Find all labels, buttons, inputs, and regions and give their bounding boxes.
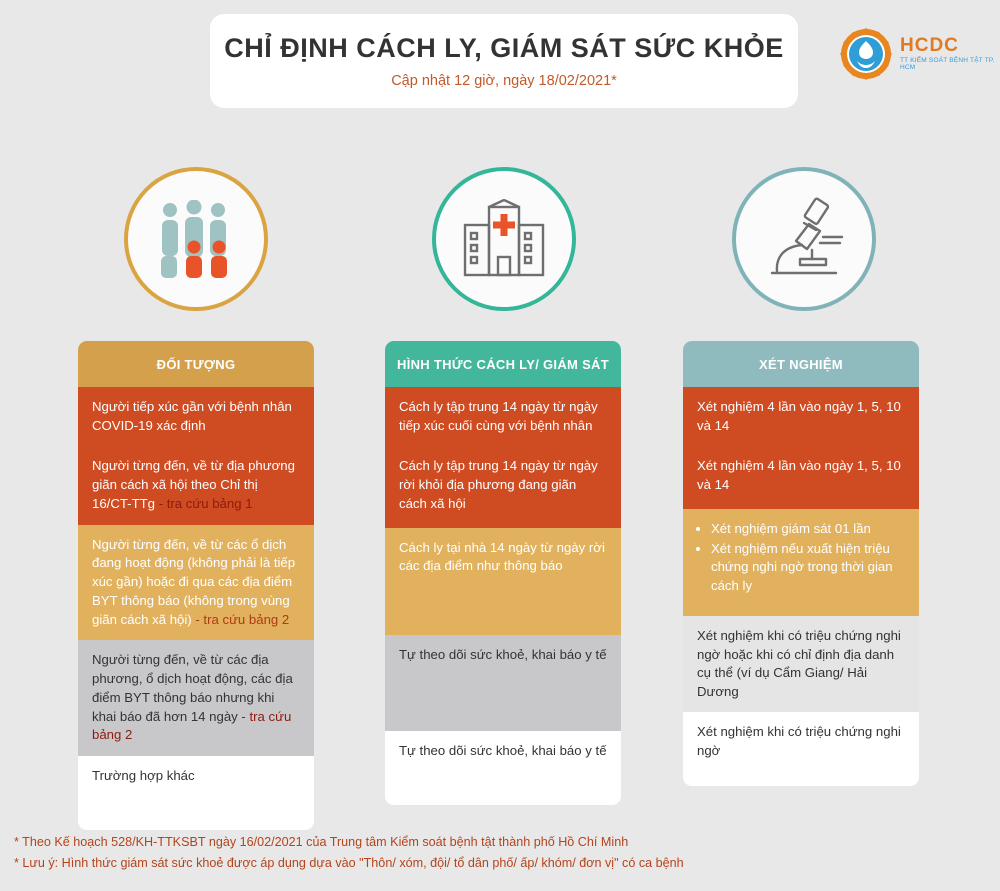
cell-highlight: - tra cứu bảng 1	[155, 495, 253, 511]
cell-text: Trường hợp khác	[92, 768, 195, 784]
logo-text	[900, 36, 1000, 72]
people-group-circle	[124, 167, 268, 311]
table-row	[683, 387, 919, 446]
people-group-icon	[154, 200, 238, 278]
cell-text: Xét nghiệm khi có triệu chứng nghi ngờ	[697, 723, 901, 758]
table-row	[683, 446, 919, 508]
cell-text: Xét nghiệm 4 lần vào ngày 1, 5, 10 và 14	[697, 399, 901, 433]
microscope-icon	[760, 197, 848, 281]
table-row	[385, 731, 621, 805]
table-row	[385, 528, 621, 635]
cell-text: Xét nghiệm khi có triệu chứng nghi ngờ hoặc khi có chỉ định địa danh cụ thể (ví dụ Cẩm Giang/ Hải Dương	[697, 627, 901, 700]
cell-bullet-list	[697, 520, 905, 596]
table-row	[78, 525, 314, 641]
cell-text: Cách ly tập trung 14 ngày từ ngày rời khỏi địa phương đang giãn cách xã hội	[399, 458, 598, 511]
page-subtitle: Cập nhật 12 giờ, ngày 18/02/2021*	[391, 73, 617, 89]
footnotes	[14, 832, 974, 874]
column-hinh-thuc	[385, 341, 621, 805]
page-title: CHỈ ĐỊNH CÁCH LY, GIÁM SÁT SỨC KHỎE	[224, 33, 784, 63]
hospital-circle	[432, 167, 576, 311]
header-card	[210, 14, 798, 108]
logo-name: HCDC	[900, 35, 959, 57]
cell-text: Xét nghiệm 4 lần vào ngày 1, 5, 10 và 14	[697, 458, 901, 493]
cell-text: Cách ly tập trung 14 ngày từ ngày tiếp xúc cuối cùng với bệnh nhân	[399, 399, 598, 433]
table-row	[78, 756, 314, 830]
cell-highlight: - tra cứu bảng 2	[92, 708, 292, 743]
column-doi-tuong	[78, 341, 314, 830]
table-row	[78, 387, 314, 446]
list-item: • Xét nghiệm giám sát 01 lần	[711, 520, 905, 539]
cell-text: Tự theo dõi sức khoẻ, khai báo y tế	[399, 646, 607, 662]
footnote: * Theo Kế hoạch 528/KH-TTKSBT ngày 16/02/2021 của Trung tâm Kiểm soát bệnh tật thành phố Hồ Chí Minh	[14, 835, 629, 849]
cell-text: Tự theo dõi sức khoẻ, khai báo y tế	[399, 742, 607, 758]
cell-text: Cách ly tại nhà 14 ngày từ ngày rời các địa điểm như thông báo	[399, 539, 605, 574]
cell-text: Người từng đến, về từ các địa phương, ổ dịch hoạt động, các địa điểm BYT thông báo nhưng khi khai báo đã hơn 14 ngày	[92, 652, 293, 724]
table-row	[385, 446, 621, 527]
cell-highlight: - tra cứu bảng 2	[191, 611, 290, 627]
table-row	[683, 616, 919, 712]
hcdc-logo	[840, 28, 1000, 80]
column-header: XÉT NGHIỆM	[683, 341, 919, 387]
logo-tagline: TT KIỂM SOÁT BỆNH TẬT TP. HCM	[900, 57, 995, 71]
table-row	[683, 712, 919, 786]
hcdc-logo-icon	[840, 28, 892, 80]
table-row	[385, 387, 621, 446]
column-header: HÌNH THỨC CÁCH LY/ GIÁM SÁT	[385, 341, 621, 387]
cell-text: Người từng đến, về từ các ổ dịch đang hoạt động (không phải là tiếp xúc gần) hoặc đi qua các địa điểm BYT thông báo (không trong vùng giãn cách xã hội)	[92, 536, 296, 627]
hospital-icon	[460, 199, 548, 279]
footnote: * Lưu ý: Hình thức giám sát sức khoẻ được áp dụng dựa vào "Thôn/ xóm, đội/ tổ dân phố/ ấp/ khóm/ đơn vị" có ca bệnh	[14, 855, 684, 870]
table-row	[78, 640, 314, 756]
list-item: • Xét nghiệm nếu xuất hiện triệu chứng nghi ngờ trong thời gian cách ly	[711, 540, 905, 596]
microscope-circle	[732, 167, 876, 311]
table-row	[78, 446, 314, 524]
table-row	[385, 635, 621, 731]
cell-text: Người từng đến, về từ địa phương giãn cách xã hội theo Chỉ thị 16/CT-TTg	[92, 458, 295, 511]
cell-text: Người tiếp xúc gần với bệnh nhân COVID-19 xác định	[92, 399, 292, 433]
column-xet-nghiem	[683, 341, 919, 786]
table-row	[683, 509, 919, 616]
column-header: ĐỐI TƯỢNG	[78, 341, 314, 387]
